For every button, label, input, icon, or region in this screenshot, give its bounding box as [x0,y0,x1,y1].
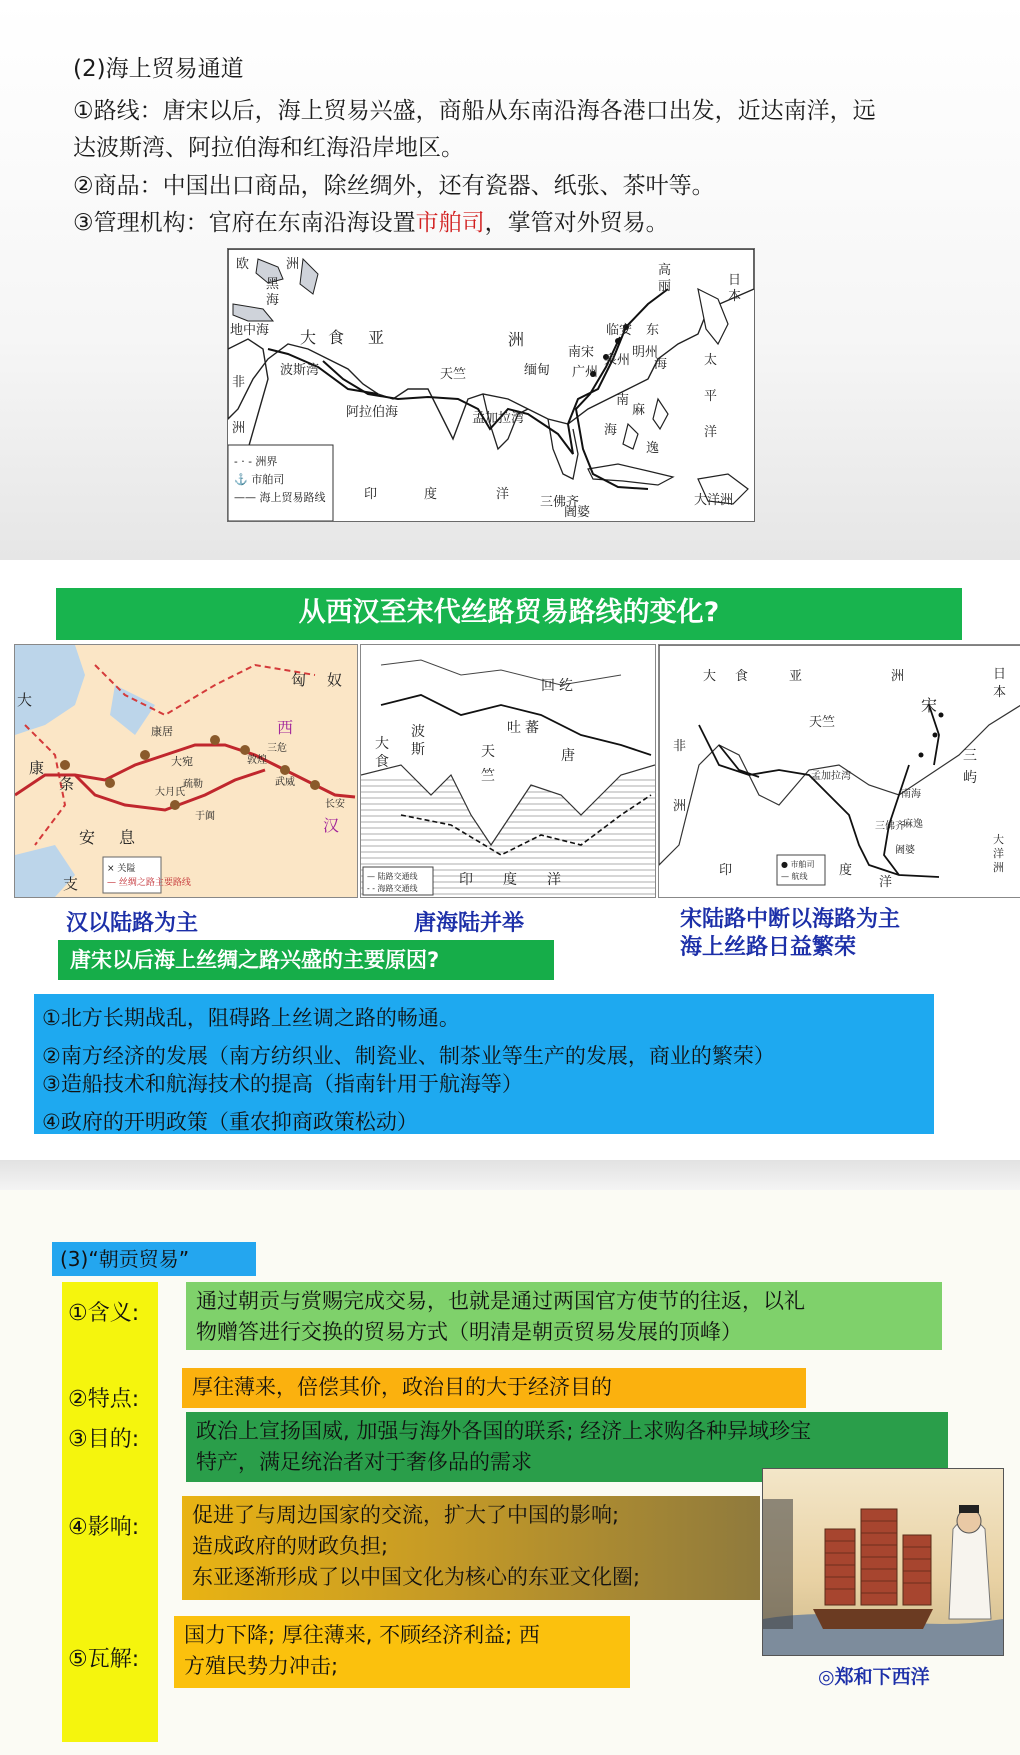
map-label: 南 [616,393,630,408]
map-label: 天竺 [440,367,467,382]
label-decline: ⑤瓦解: [68,1647,140,1672]
map-label: 三 [963,748,977,764]
goods-line: ②商品：中国出口商品，除丝绸外，还有瓷器、纸张、茶叶等。 [73,173,715,199]
map-label: 康居 [151,725,173,738]
map-label: 支 [63,875,79,893]
map-label: 欧 [236,257,250,272]
legend-route: —— 海上贸易路线 [234,491,326,504]
map-label: 洲 [673,799,687,814]
zheng-he-ship-illustration [763,1469,1003,1655]
map-label: 日 [728,273,742,288]
label-impact: ④影响: [68,1515,140,1540]
map-label: 地中海 [230,323,270,338]
map-label: 印 [459,872,473,888]
map-label: 非 [232,375,246,390]
map-label: 临安 [606,323,633,338]
shibosi-highlight: 市舶司 [415,210,485,236]
impact-box [182,1496,760,1600]
map-label: 大 [375,736,389,752]
tribute-trade-section [0,1190,1020,1755]
map-label: 匈 [291,671,307,689]
song-legend-port: ● 市舶司 [781,860,815,869]
map-label: 安 [79,828,96,847]
map-label: 太 [704,353,718,368]
map-label: 食 [328,328,345,347]
map-label: 奴 [327,671,343,689]
legend-boundary: - · - 洲界 [234,455,278,468]
map-label: 康 [29,759,45,777]
label-meaning: ①含义: [68,1301,140,1326]
map-label: 三危 [267,743,287,754]
map-label: 日 [993,667,1007,682]
tribute-tag: (3)“朝贡贸易” [52,1242,256,1276]
management-prefix: ③管理机构：官府在东南沿海设置 [73,210,416,236]
route-line-2: 达波斯湾、阿拉伯海和红海沿岸地区。 [73,135,464,161]
sea-route-section [0,0,1020,560]
map-label: 海 [266,293,280,308]
reason-item: ③造船技术和航海技术的提高（指南针用于航海等） [42,1072,523,1096]
map-label: 长安 [325,799,345,810]
sea-route-heading: (2)海上贸易通道 [73,56,244,82]
legend-port: ⚓ 市舶司 [234,473,285,486]
caption-song-2: 海上丝路日益繁荣 [680,935,857,960]
impact-line: 东亚逐渐形成了以中国文化为核心的东亚文化圈; [192,1565,641,1589]
management-suffix: ，掌管对外贸易。 [484,210,669,236]
map-label: 食 [375,754,389,770]
map-label: 洲 [286,257,300,272]
map-label: 阿拉伯海 [346,405,399,420]
map-label: 缅甸 [524,363,551,378]
map-label: 斯 [411,742,425,758]
map-label: 食 [735,669,749,684]
map-label: 西 [277,718,294,737]
map-label: 度 [839,863,853,878]
han-legend-route: — 丝绸之路主要路线 [107,878,191,888]
impact-line: 促进了与周边国家的交流，扩大了中国的影响; [192,1503,620,1527]
map-label: 息 [119,828,136,847]
decline-line: 国力下降; 厚往薄来, 不顾经济利益; 西 [184,1623,540,1647]
map-label: 洋 [993,847,1004,860]
route-line-1: ①路线：唐宋以后，海上贸易兴盛，商船从东南沿海各港口出发，近达南洋，远 [73,98,876,124]
map-label: 宋 [921,696,938,715]
map-label: 南海 [901,789,921,800]
map-label: 屿 [963,770,977,786]
map-label: 度 [424,487,438,502]
map-label: 非 [673,739,687,754]
zheng-he-caption: ◎郑和下西洋 [818,1666,930,1688]
caption-song-1: 宋陆路中断以海路为主 [680,907,901,932]
zheng-he-image [762,1468,1004,1656]
impact-line: 造成政府的财政负担; [192,1534,389,1558]
map-label: 广州 [572,365,599,380]
map-label: 明州 [632,345,659,360]
map-label: 洋 [547,872,561,888]
label-feature: ②特点: [68,1387,140,1412]
reasons-box [34,994,934,1134]
han-silk-road-map [14,644,358,898]
map-label: 度 [503,872,517,888]
map-label: 黑 [266,277,280,292]
map-label: 洲 [993,861,1004,874]
caption-han: 汉以陆路为主 [66,911,199,936]
purpose-line: 特产，满足统治者对于奢侈品的需求 [196,1450,532,1474]
map-label: 印 [719,863,733,878]
decline-line: 方殖民势力冲击; [184,1654,339,1678]
tang-silk-road-map [360,644,656,898]
map-label: 唐 [561,748,575,764]
map-label: 孟加拉湾 [811,771,851,782]
map-label: 大 [17,691,33,709]
feature-line: 厚往薄来，倍偿其价，政治目的大于经济目的 [192,1375,612,1399]
tang-legend-land: — 陆路交通线 [367,872,418,881]
purpose-line: 政治上宣扬国威, 加强与海外各国的联系; 经济上求购各种异域珍宝 [196,1419,812,1443]
map-label: 孟加拉湾 [472,411,525,426]
map-label: 天竺 [809,715,836,730]
map-label: 敦煌 [247,755,267,766]
map-label: 洲 [508,330,525,349]
song-silk-road-map [658,644,1020,898]
map-label: 大洋洲 [694,493,734,508]
map-label: 平 [704,389,718,404]
map-label: 亚 [368,328,385,347]
map-label: 东 [646,323,660,338]
tang-map-drawing [361,645,655,897]
map-label: 南宋 [568,345,595,360]
map-label: 洋 [704,425,718,440]
feature-box [182,1368,806,1408]
map-label: 大月氏 [155,787,185,798]
map-label: 大 [300,328,317,347]
meaning-box [186,1282,942,1350]
map-label: 大 [993,833,1004,846]
map-label: 本 [728,289,742,304]
sea-trade-map [227,248,755,522]
map-label: 回 [541,678,555,694]
map-label: 三佛齐 [875,821,905,832]
map-label: 丽 [658,279,672,294]
map-label: 疏勒 [183,779,203,790]
map-label: 洋 [496,487,510,502]
map-label: 高 [658,263,672,278]
map-label: 阇婆 [564,505,591,520]
reason-item: ②南方经济的发展（南方纺织业、制瓷业、制茶业等生产的发展，商业的繁荣） [42,1044,775,1068]
management-line [73,206,669,240]
map-label: 海 [654,357,668,372]
silk-road-banner: 从西汉至宋代丝路贸易路线的变化? [56,588,962,640]
map-label: 波 [411,724,425,740]
map-label: 蕃 [525,720,539,736]
map-label: 麻 [632,403,646,418]
map-label: 三佛齐 [540,495,580,510]
map-label: 波斯湾 [280,363,320,378]
map-label: 逸 [646,441,660,456]
map-label: 汉 [323,816,340,835]
map-label: 条 [59,775,75,793]
map-label: 海 [604,423,618,438]
decline-box [174,1616,630,1688]
map-label: 亚 [789,669,803,684]
song-legend-route: — 航线 [781,872,808,881]
map-label: 本 [993,685,1007,700]
map-label: 大宛 [171,755,193,768]
caption-tang: 唐海陆并举 [414,911,525,936]
meaning-line: 物赠答进行交换的贸易方式（明清是朝贡贸易发展的顶峰） [196,1320,742,1344]
sea-trade-map-drawing [228,249,754,521]
map-label: 竺 [481,768,495,784]
map-label: 洲 [891,669,905,684]
meaning-line: 通过朝贡与赏赐完成交易，也就是通过两国官方使节的往返，以礼 [196,1289,805,1313]
map-label: 武威 [275,777,295,788]
han-legend-pass: × 关隘 [107,864,136,874]
map-label: 吐 [507,720,521,736]
map-label: 泉州 [604,353,631,368]
map-label: 阇婆 [895,845,915,856]
reason-item: ④政府的开明政策（重农抑商政策松动） [42,1110,418,1134]
map-label: 洲 [232,421,246,436]
map-label: 天 [481,744,495,760]
map-label: 于阗 [195,811,215,822]
map-label: 大 [703,669,717,684]
map-label: 纥 [559,678,573,694]
tang-legend-sea: - - 海路交通线 [367,884,418,893]
silk-road-section [0,588,1020,1158]
map-label: 洋 [879,875,893,890]
reason-item: ①北方长期战乱，阻碍路上丝调之路的畅通。 [42,1006,460,1030]
label-purpose: ③目的: [68,1427,140,1452]
map-label: 麻逸 [903,819,923,830]
reasons-question: 唐宋以后海上丝绸之路兴盛的主要原因? [58,940,554,980]
section-divider [0,1160,1020,1190]
map-label: 印 [364,487,378,502]
